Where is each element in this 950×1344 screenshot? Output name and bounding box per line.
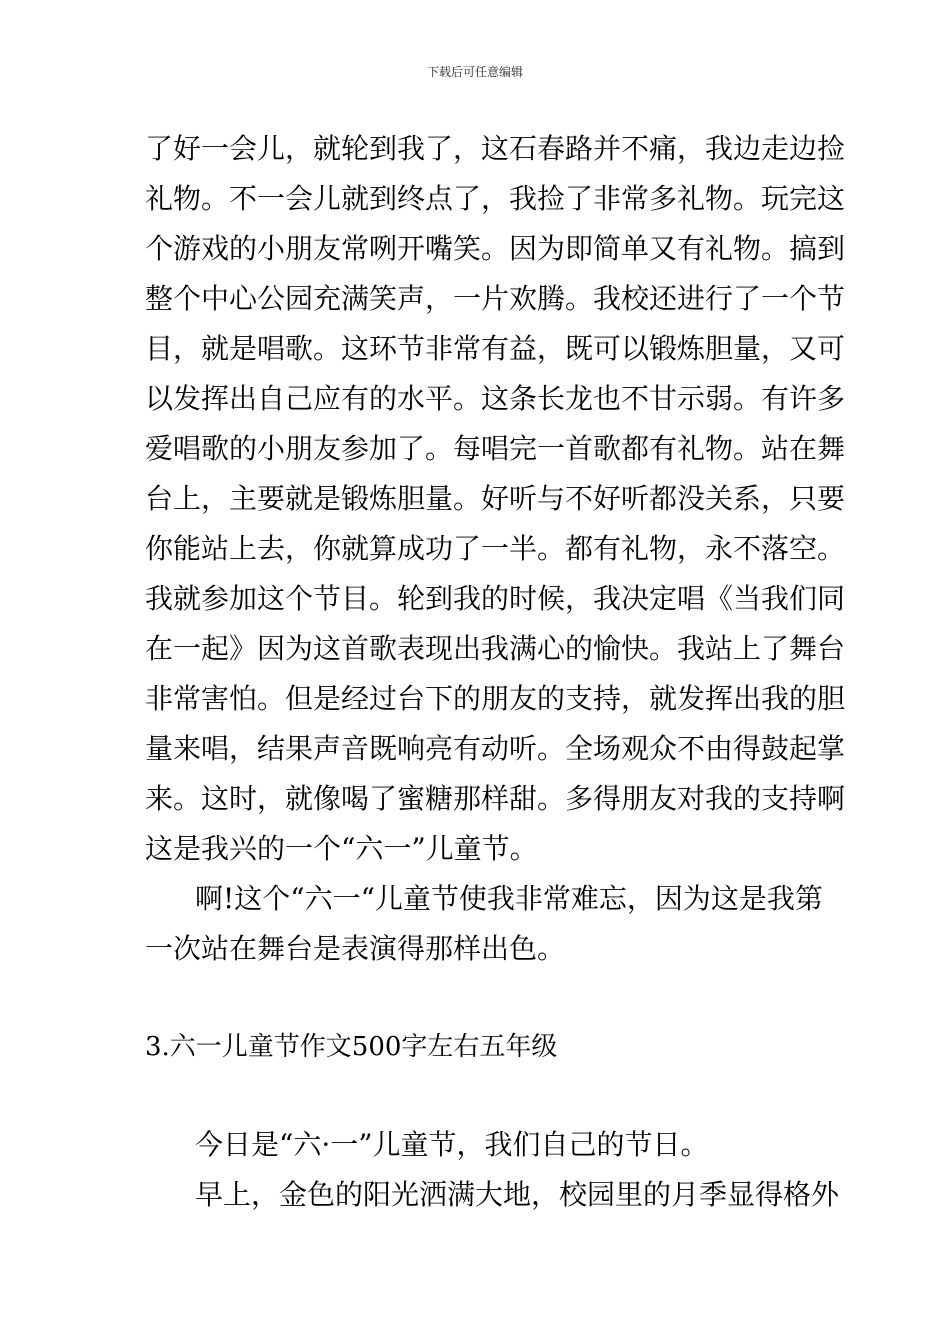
text-line: 个游戏的小朋友常咧开嘴笑。因为即简单又有礼物。搞到 xyxy=(145,232,846,265)
page-header: 下载后可任意编辑 xyxy=(426,65,523,79)
text-line: 今日是“六·一”儿童节，我们自己的节日。 xyxy=(195,1128,709,1161)
text-line: 啊!这个“六一“儿童节使我非常难忘，因为这是我第 xyxy=(195,882,823,915)
text-line: 整个中心公园充满笑声，一片欢腾。我校还进行了一个节 xyxy=(145,282,846,315)
essay-body xyxy=(145,124,846,974)
text-line: 量来唱，结果声音既响亮有动听。全场观众不由得鼓起掌 xyxy=(145,732,846,765)
text-line: 了好一会儿，就轮到我了，这石春路并不痛，我边走边捡 xyxy=(145,132,846,165)
section-heading: 3.六一儿童节作文500字左右五年级 xyxy=(145,1032,558,1062)
text-line: 我就参加这个节目。轮到我的时候，我决定唱《当我们同 xyxy=(145,582,846,615)
text-line: 非常害怕。但是经过台下的朋友的支持，就发挥出我的胆 xyxy=(145,682,846,715)
text-line: 在一起》因为这首歌表现出我满心的愉快。我站上了舞台 xyxy=(145,632,846,665)
text-line: 礼物。不一会儿就到终点了，我捡了非常多礼物。玩完这 xyxy=(145,182,846,215)
text-line: 你能站上去，你就算成功了一半。都有礼物，永不落空。 xyxy=(145,532,846,565)
text-line: 以发挥出自己应有的水平。这条长龙也不甘示弱。有许多 xyxy=(145,382,846,415)
text-line: 来。这时，就像喝了蜜糖那样甜。多得朋友对我的支持啊 xyxy=(145,782,846,815)
text-line: 爱唱歌的小朋友参加了。每唱完一首歌都有礼物。站在舞 xyxy=(145,432,846,465)
text-line: 台上，主要就是锻炼胆量。好听与不好听都没关系，只要 xyxy=(145,482,846,515)
text-line: 这是我兴的一个“六一”儿童节。 xyxy=(145,832,538,865)
text-line: 目，就是唱歌。这环节非常有益，既可以锻炼胆量，又可 xyxy=(145,332,846,365)
section-body xyxy=(145,1120,840,1220)
text-line: 一次站在舞台是表演得那样出色。 xyxy=(145,932,566,965)
text-line: 早上，金色的阳光洒满大地，校园里的月季显得格外 xyxy=(195,1178,840,1211)
